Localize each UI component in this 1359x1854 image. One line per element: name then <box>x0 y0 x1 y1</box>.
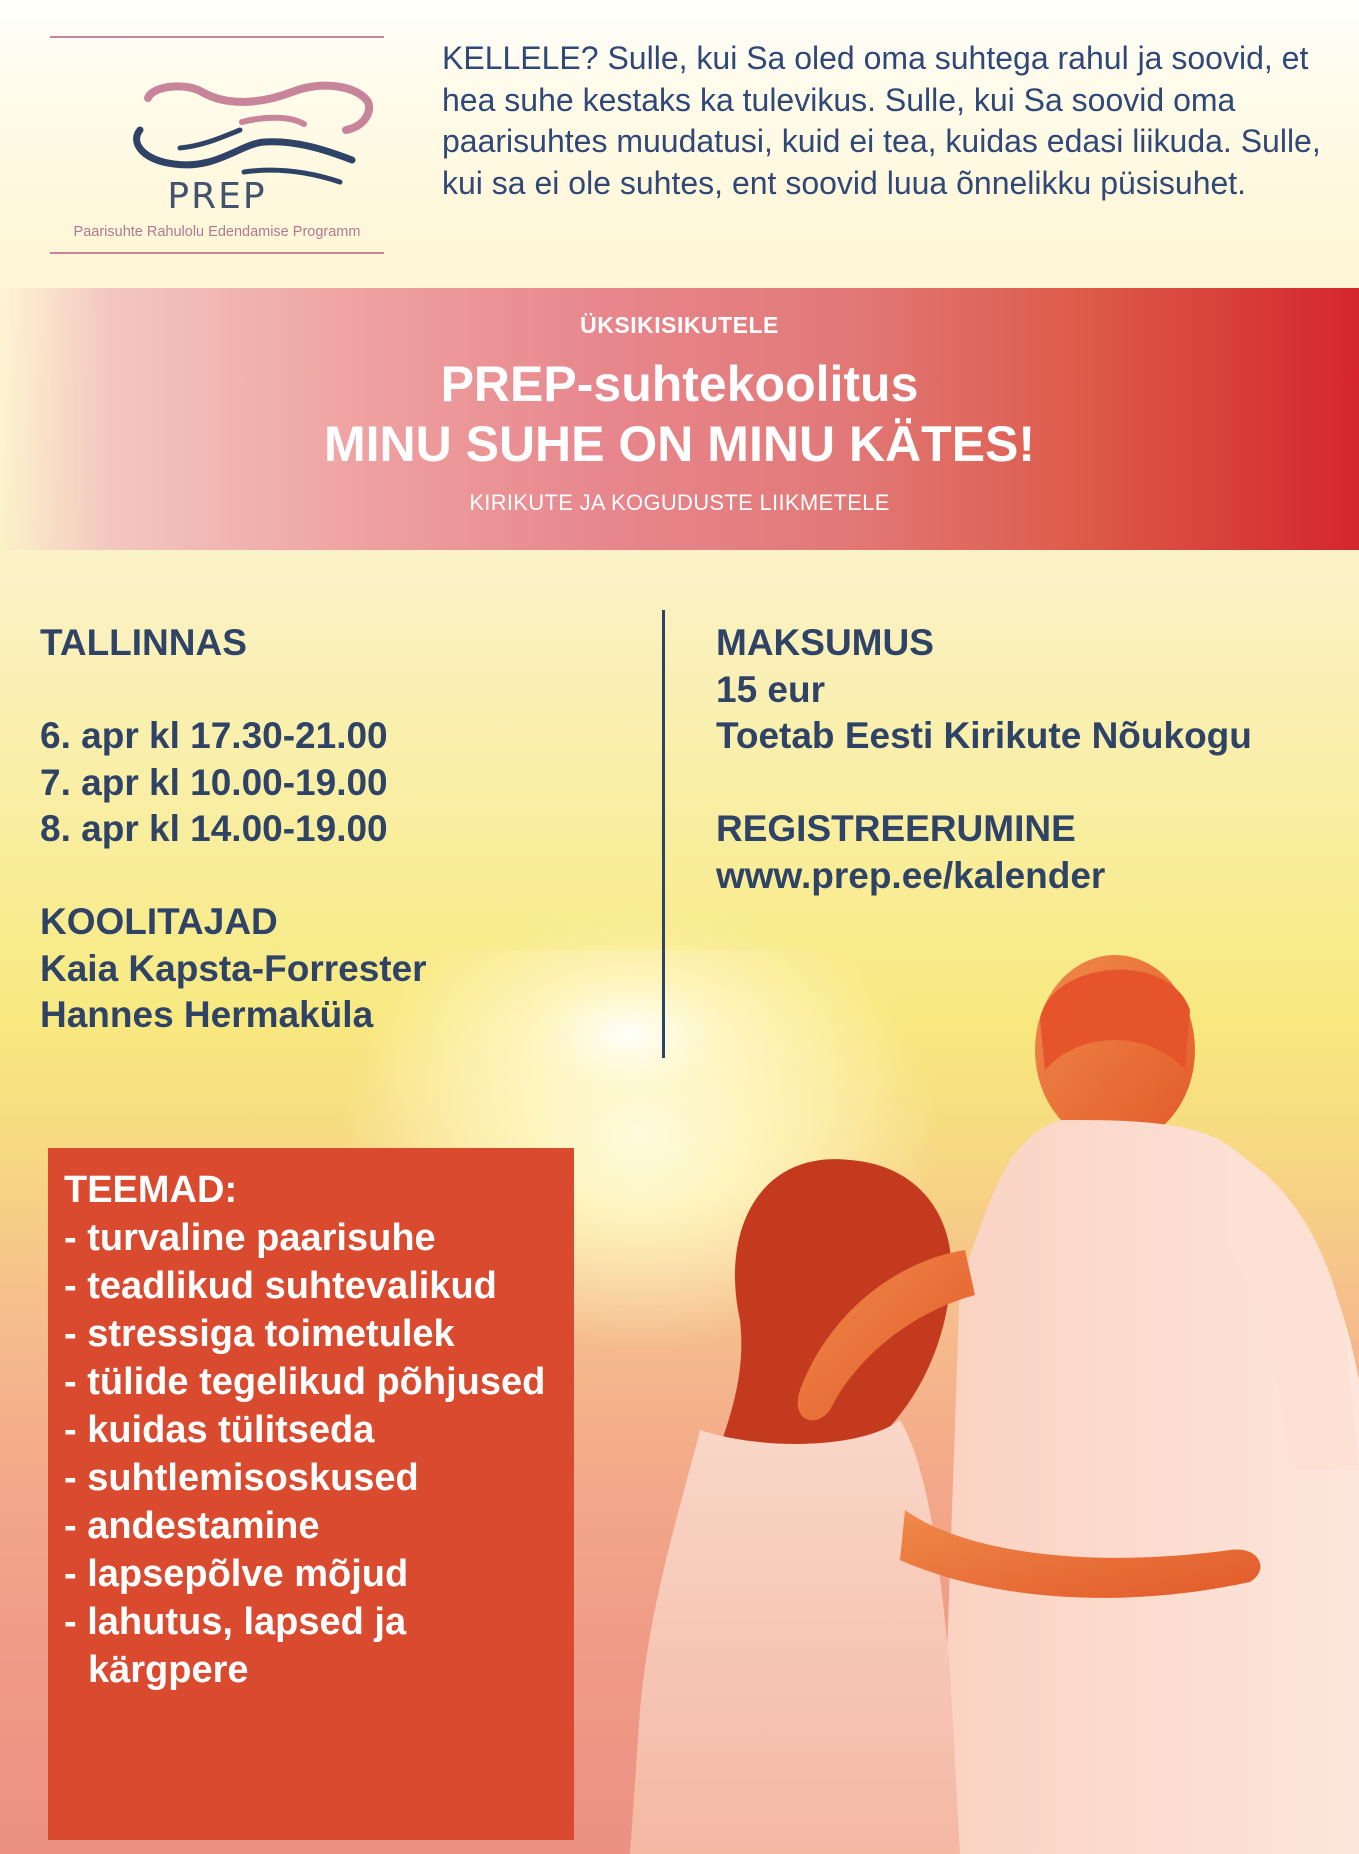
topic-item: - andestamine <box>64 1505 320 1547</box>
date-item: 7. apr kl 10.00-19.00 <box>40 761 388 803</box>
cost-column <box>716 620 1356 899</box>
banner-audience: ÜKSIKISIKUTELE <box>580 312 779 338</box>
logo-top-rule <box>50 36 384 38</box>
logo-bottom-rule <box>50 252 384 254</box>
logo-wordmark: PREP <box>167 176 267 217</box>
woman-dress <box>630 1420 960 1854</box>
topic-item: - suhtlemisoskused <box>64 1457 419 1499</box>
topic-item: - tülide tegelikud põhjused <box>64 1361 546 1403</box>
trainer-name: Kaia Kapsta-Forrester <box>40 947 427 989</box>
banner-subtitle: KIRIKUTE JA KOGUDUSTE LIIKMETELE <box>469 490 890 515</box>
topic-item: - teadlikud suhtevalikud <box>64 1265 497 1307</box>
prep-logo <box>50 36 384 254</box>
banner-title <box>0 354 1359 474</box>
intro-text: KELLELE? Sulle, kui Sa oled oma suhtega rahul ja soovid, et hea suhe kestaks ka tulevikus. Sulle, kui Sa soovid oma paarisuhtes muudatusi, kuid ei tea, kuidas edasi liikuda. Sulle, kui sa ei ole suhtes, ent soovid luua õnnelikku püsisuhet. <box>442 40 1321 201</box>
cost-price: 15 eur <box>716 668 826 710</box>
banner-title-line1: PREP-suhtekoolitus <box>440 356 919 412</box>
title-banner <box>0 288 1359 550</box>
date-item: 6. apr kl 17.30-21.00 <box>40 715 388 756</box>
banner-title-line2: MINU SUHE ON MINU KÄTES! <box>323 416 1036 472</box>
topic-item: - kuidas tülitseda <box>64 1409 375 1451</box>
cost-support: Toetab Eesti Kirikute Nõukogu <box>716 715 1252 756</box>
trainer-name: Hannes Hermaküla <box>40 994 374 1035</box>
topics-heading: TEEMAD: <box>64 1169 238 1211</box>
registration-url[interactable]: www.prep.ee/kalender <box>716 854 1106 896</box>
cost-heading: MAKSUMUS <box>716 622 934 663</box>
topic-item: - stressiga toimetulek <box>64 1313 455 1355</box>
topic-item: - lahutus, lapsed ja kärgpere <box>64 1601 407 1691</box>
column-divider <box>662 610 665 1058</box>
logo-tagline: Paarisuhte Rahulolu Edendamise Programm <box>73 224 361 240</box>
date-item: 8. apr kl 14.00-19.00 <box>40 808 388 849</box>
location-heading: TALLINNAS <box>40 622 247 663</box>
schedule-column <box>40 620 640 1039</box>
topic-item: - lapsepõlve mõjud <box>64 1553 409 1595</box>
trainers-heading: KOOLITAJAD <box>40 901 278 942</box>
topic-item: - turvaline paarisuhe <box>64 1217 436 1259</box>
registration-heading: REGISTREERUMINE <box>716 808 1076 849</box>
topics-list <box>64 1214 574 1694</box>
topics-box <box>48 1148 574 1840</box>
hands-logo-icon <box>90 52 380 192</box>
